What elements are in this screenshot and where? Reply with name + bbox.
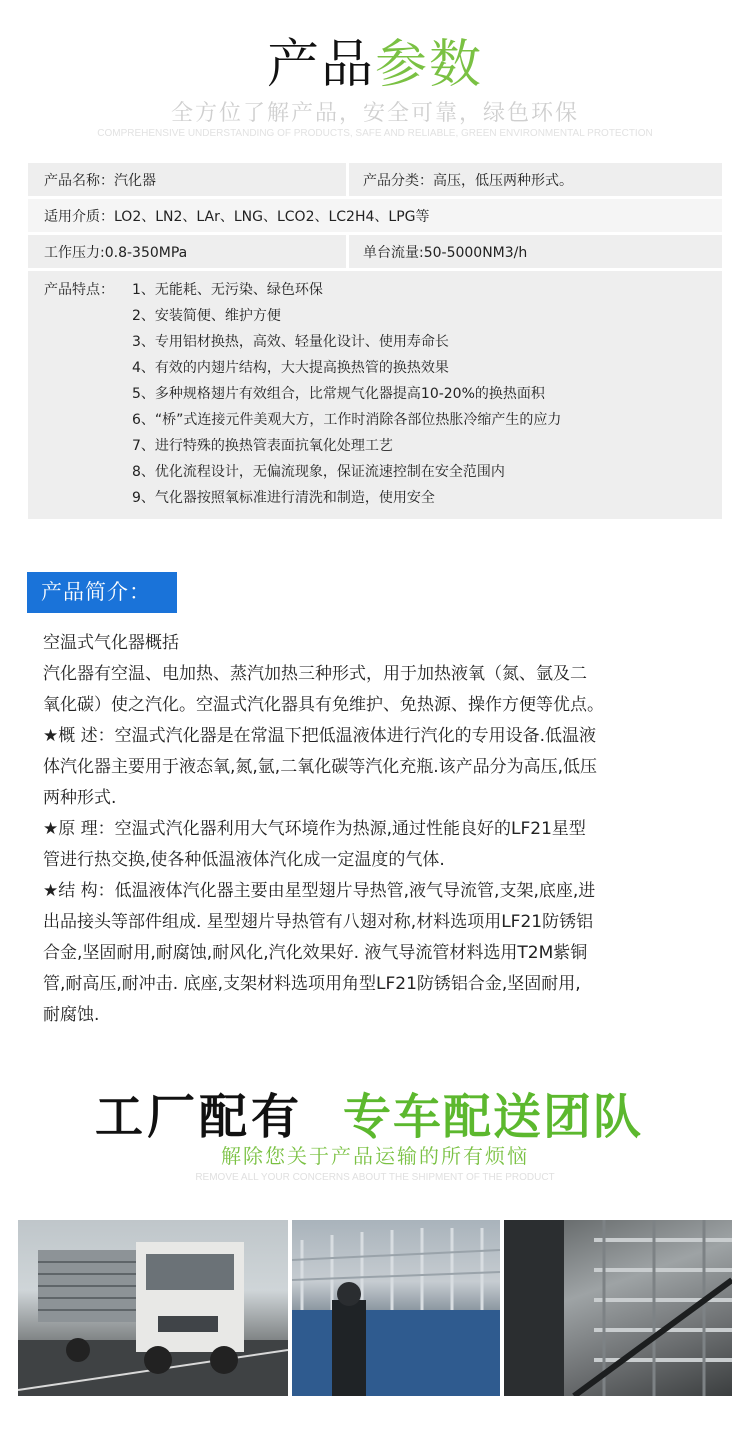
intro-line: ★原 理：空温式汽化器利用大气环境作为热源,通过性能良好的LF21星型	[43, 819, 586, 839]
truck-photo	[18, 1220, 288, 1396]
param-features	[28, 271, 722, 519]
feature-item: 产品特点： 1、无能耗、无污染、绿色环保	[44, 277, 706, 303]
feature-item: 5、多种规格翅片有效组合，比常规气化器提高10-20%的换热面积	[132, 386, 545, 402]
feature-item: 9、气化器按照氧标准进行清洗和制造，使用安全	[132, 490, 435, 506]
param-product-category: 产品分类：高压，低压两种形式。	[346, 163, 573, 196]
param-row	[28, 199, 722, 232]
feature-item: 2、安装简便、维护方便	[132, 308, 281, 324]
param-row	[28, 235, 722, 268]
intro-line: 氧化碳）使之汽化。空温式汽化器具有免维护、免热源、操作方便等优点。	[43, 695, 604, 715]
page-subtitle: 全方位了解产品，安全可靠，绿色环保	[170, 101, 579, 126]
title-black-part: 产品	[266, 35, 375, 95]
parameter-table	[28, 163, 722, 519]
delivery-slogan	[0, 1078, 750, 1145]
page-subtitle-english: COMPREHENSIVE UNDERSTANDING OF PRODUCTS, SAFE AND RELIABLE, GREEN ENVIRONMENTAL PROTECTION	[97, 128, 653, 139]
intro-line: 体汽化器主要用于液态氧,氮,氩,二氧化碳等汽化充瓶.该产品分为高压,低压	[43, 757, 598, 777]
slogan-green: 专车配送团队	[343, 1089, 644, 1145]
slogan-subtitle: 解除您关于产品运输的所有烦恼	[221, 1144, 529, 1168]
slogan-black: 工厂配有	[95, 1089, 304, 1145]
feature-item: 6、“桥”式连接元件美观大方，工作时消除各部位热胀冷缩产生的应力	[132, 412, 562, 428]
title-green-part: 参数	[375, 35, 484, 95]
page-title	[0, 30, 750, 100]
intro-badge: 产品简介：	[27, 572, 177, 612]
feature-item: 4、有效的内翅片结构，大大提高换热管的换热效果	[132, 360, 449, 376]
intro-line: ★结 构：低温液体汽化器主要由星型翅片导热管,液气导流管,支架,底座,进	[43, 881, 596, 901]
intro-line: ★概 述：空温式汽化器是在常温下把低温液体进行汽化的专用设备.低温液	[43, 726, 597, 746]
intro-line: 汽化器有空温、电加热、蒸汽加热三种形式，用于加热液氧（氮、氩及二	[43, 664, 587, 684]
intro-text	[43, 628, 713, 1031]
feature-item: 3、专用铝材换热，高效、轻量化设计、使用寿命长	[132, 334, 449, 350]
intro-line: 管,耐高压,耐冲击. 底座,支架材料选项用角型LF21防锈铝合金,坚固耐用,	[43, 974, 581, 994]
param-product-name: 产品名称：汽化器	[44, 172, 156, 189]
intro-line: 合金,坚固耐用,耐腐蚀,耐风化,汽化效果好. 液气导流管材料选用T2M紫铜	[43, 943, 588, 963]
warehouse-photo	[504, 1220, 732, 1396]
intro-line: 空温式气化器概括	[43, 633, 179, 653]
features-label: 产品特点：	[44, 282, 114, 298]
param-pressure: 工作压力:0.8-350MPa	[44, 244, 188, 261]
intro-line: 管进行热交换,使各种低温液体汽化成一定温度的气体.	[43, 850, 445, 870]
intro-line: 出品接头等部件组成. 星型翅片导热管有八翅对称,材料选项用LF21防锈铝	[43, 912, 594, 932]
param-flow: 单台流量:50-5000NM3/h	[346, 235, 527, 268]
intro-line: 两种形式.	[43, 788, 117, 808]
intro-badge-underline	[27, 611, 177, 613]
delivery-photos	[18, 1220, 732, 1396]
feature-item: 7、进行特殊的换热管表面抗氧化处理工艺	[132, 438, 393, 454]
param-row	[28, 163, 722, 196]
slogan-subtitle-english: REMOVE ALL YOUR CONCERNS ABOUT THE SHIPMENT OF THE PRODUCT	[195, 1172, 555, 1183]
intro-line: 耐腐蚀.	[43, 1005, 100, 1025]
loading-photo	[292, 1220, 500, 1396]
param-medium: 适用介质：LO2、LN2、LAr、LNG、LCO2、LC2H4、LPG等	[44, 208, 430, 225]
feature-item: 8、优化流程设计，无偏流现象，保证流速控制在安全范围内	[132, 464, 505, 480]
